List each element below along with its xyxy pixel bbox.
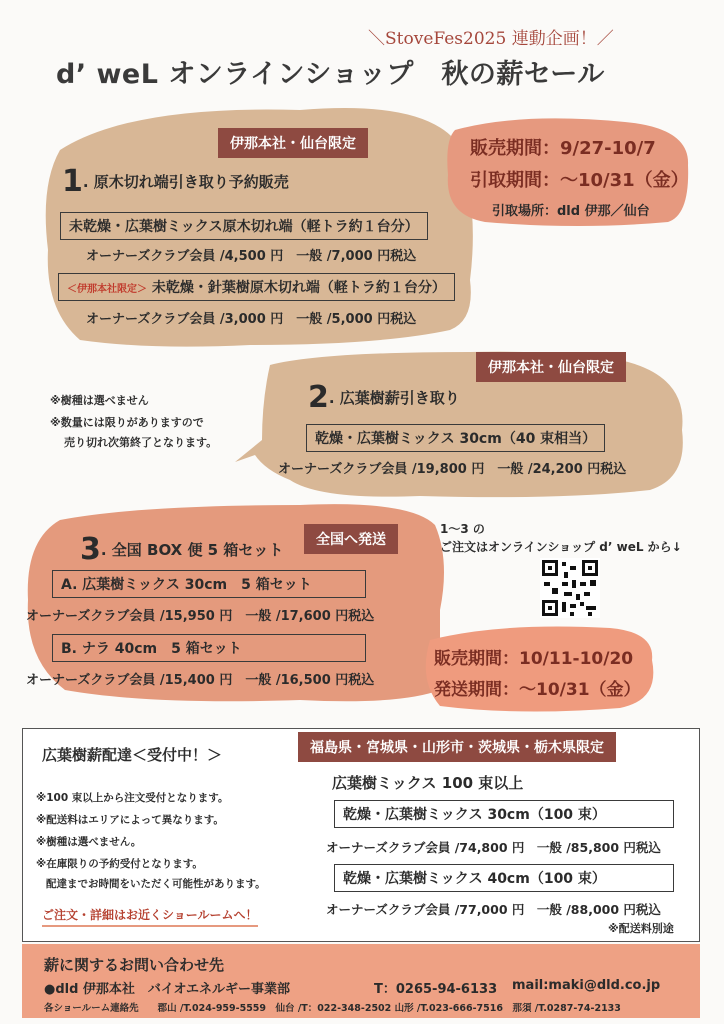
note-species: ※樹種は選べません — [50, 394, 149, 407]
section3-sale-period: 販売期間：10/11-10/20 — [434, 649, 634, 669]
section3-heading-text: . 全国 BOX 便 5 箱セット — [100, 541, 284, 559]
slash-right-icon: ／ — [596, 29, 614, 49]
campaign-banner — [368, 24, 614, 49]
section2-heading-text: . 広葉樹薪引き取り — [328, 389, 460, 407]
footer-mail[interactable]: mail:maki@dld.co.jp — [512, 978, 661, 993]
page-title: d’ weL オンラインショップ 秋の薪セール — [56, 59, 605, 90]
section1-item1: 未乾燥・広葉樹ミックス原木切れ端（軽トラ約１台分） — [60, 212, 428, 240]
qr-code-icon[interactable] — [540, 558, 600, 618]
section1-item2-label: 未乾燥・針葉樹原木切れ端（軽トラ約１台分） — [151, 280, 446, 296]
section2-heading — [308, 380, 460, 415]
section4-price1: オーナーズクラブ会員 /74,800 円 一般 /85,800 円税込 — [326, 840, 661, 855]
section4-shipping-note: ※配送料別途 — [608, 922, 674, 935]
section3-itemB: B. ナラ 40cm 5 箱セット — [52, 634, 366, 662]
section3-ship-period: 発送期間：～10/31（金） — [434, 680, 641, 700]
section1-sale-period: 販売期間：9/27-10/7 — [470, 138, 656, 159]
order-line1: 1～3 の — [440, 522, 485, 536]
section1-price2: オーナーズクラブ会員 /3,000 円 一般 /5,000 円税込 — [86, 312, 417, 327]
section1-number: 1 — [62, 164, 83, 199]
section2-item: 乾燥・広葉樹ミックス 30cm（40 束相当） — [306, 424, 605, 452]
section3-priceB: オーナーズクラブ会員 /15,400 円 一般 /16,500 円税込 — [26, 673, 375, 688]
note-soldout: 売り切れ次第終了となります。 — [64, 436, 218, 449]
section2-number: 2 — [308, 380, 329, 415]
note-quantity: ※数量には限りがありますので — [50, 416, 204, 429]
footer-title: 薪に関するお問い合わせ先 — [44, 956, 225, 974]
section4-price2: オーナーズクラブ会員 /77,000 円 一般 /88,000 円税込 — [326, 902, 661, 917]
section3-priceA: オーナーズクラブ会員 /15,950 円 一般 /17,600 円税込 — [26, 609, 375, 624]
footer-showrooms: 各ショールーム連絡先 郡山 /T.024-959-5559 仙台 /T：022-348-2502 山形 /T.023-666-7516 那須 /T.0287-74-2133 — [44, 1003, 621, 1014]
section3-number: 3 — [80, 532, 101, 567]
footer-company: ●dld 伊那本社 バイオエネルギー事業部 — [44, 982, 291, 997]
section4-tag: 福島県・宮城県・山形市・茨城県・栃木県限定 — [298, 732, 616, 762]
section3-heading — [80, 532, 283, 567]
section1-item2 — [58, 273, 455, 301]
section4-note2: ※配送料はエリアによって異なります。 — [36, 814, 224, 826]
section2-price: オーナーズクラブ会員 /19,800 円 一般 /24,200 円税込 — [278, 462, 627, 477]
section2-tag: 伊那本社・仙台限定 — [476, 352, 626, 382]
section1-pickup-period: 引取期間：～10/31（金） — [470, 170, 689, 191]
section3-itemA: A. 広葉樹ミックス 30cm 5 箱セット — [52, 570, 366, 598]
section4-note5: 配達までお時間をいただく可能性があります。 — [46, 878, 266, 890]
section1-heading — [62, 164, 289, 199]
section1-pickup-place: 引取場所：dld 伊那／仙台 — [492, 204, 650, 219]
section1-heading-text: . 原木切れ端引き取り予約販売 — [82, 173, 289, 191]
section1-item2-prefix: ＜伊那本社限定＞ — [67, 284, 147, 295]
footer — [22, 944, 700, 1018]
section1-price1: オーナーズクラブ会員 /4,500 円 一般 /7,000 円税込 — [86, 249, 417, 264]
slash-left-icon: ＼ — [368, 29, 385, 49]
section4-title: 広葉樹薪配達＜受付中！＞ — [42, 746, 223, 764]
section1-tag: 伊那本社・仙台限定 — [218, 128, 368, 158]
section4-heading: 広葉樹ミックス 100 束以上 — [332, 774, 524, 792]
section4-cta: ご注文・詳細はお近くショールームへ！ — [42, 906, 258, 927]
section4-note1: ※100 束以上から注文受付となります。 — [36, 792, 229, 804]
section4-note4: ※在庫限りの予約受付となります。 — [36, 858, 203, 870]
section3-tag: 全国へ発送 — [304, 524, 398, 554]
section4-item2: 乾燥・広葉樹ミックス 40cm（100 束） — [334, 864, 674, 892]
section4-note3: ※樹種は選べません。 — [36, 836, 142, 848]
footer-tel[interactable]: T：0265-94-6133 — [374, 982, 498, 997]
order-line2[interactable]: ご注文はオンラインショップ d’ weL から↓ — [440, 540, 682, 554]
campaign-label: StoveFes2025 連動企画！ — [385, 29, 597, 49]
section4-item1: 乾燥・広葉樹ミックス 30cm（100 束） — [334, 800, 674, 828]
